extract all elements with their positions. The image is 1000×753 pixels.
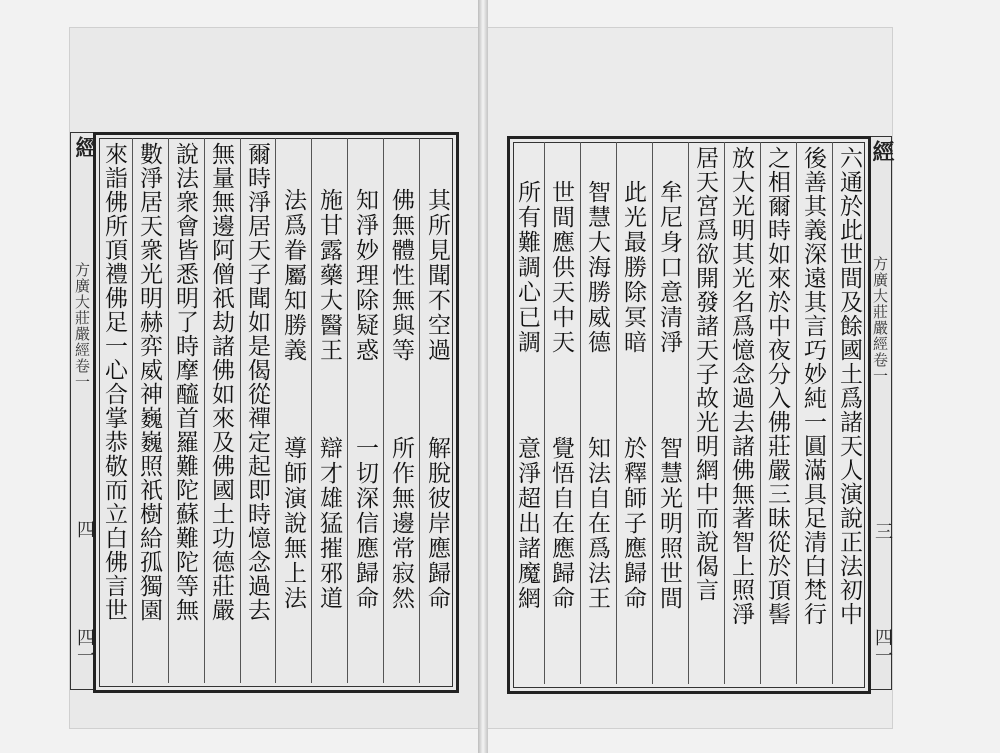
left-text-column-2: 其所見聞不空過	[424, 188, 450, 363]
right-margin-strip	[868, 136, 892, 690]
left-text-column-13: 說法衆會皆悉明了時摩醯首羅難陀蘇難陀等無	[172, 142, 198, 622]
right-leaf-number-a: 三	[872, 522, 893, 540]
left-margin-title: 經	[72, 136, 98, 158]
right-text-column-14: 意淨超出諸魔網	[514, 436, 540, 611]
right-text-column-10: 知法自在爲法王	[584, 436, 610, 611]
right-text-column-2: 後善其義深遠其言巧妙純一圓滿具足清白梵行	[800, 146, 826, 626]
left-text-column-5: 一切深信應歸命	[352, 436, 378, 611]
left-text-column-6: 知淨妙理除疑惑	[352, 188, 378, 363]
right-text-column-1: 六通於此世間及餘國土爲諸天人演說正法初中	[836, 146, 862, 626]
right-text-column-15: 所有難調心已調	[514, 180, 540, 355]
left-text-column-14: 數淨居天衆光明赫弈威神巍巍照祇樹給孤獨園	[136, 142, 162, 622]
left-text-column-3: 所作無邊常寂然	[388, 436, 414, 611]
left-text-column-1: 解脫彼岸應歸命	[424, 436, 450, 611]
right-text-column-9: 此光最勝除冥暗	[620, 180, 646, 355]
right-text-column-5: 居天宮爲欲開發諸天子故光明網中而說偈言	[692, 146, 718, 602]
left-text-column-4: 佛無體性無與等	[388, 188, 414, 363]
right-text-column-8: 於釋師子應歸命	[620, 436, 646, 611]
right-text-column-6: 智慧光明照世間	[656, 436, 682, 611]
left-margin-strip	[70, 132, 94, 690]
right-text-column-12: 覺悟自在應歸命	[548, 436, 574, 611]
right-text-column-4: 放大光明其光名爲憶念過去諸佛無著智上照淨	[728, 146, 754, 626]
right-text-column-13: 世間應供天中天	[548, 180, 574, 355]
right-text-column-11: 智慧大海勝威德	[584, 180, 610, 355]
right-margin-title: 經	[869, 140, 895, 162]
left-text-column-15: 來詣佛所頂禮佛足一心合掌恭敬而立白佛言世	[101, 142, 127, 622]
left-margin-subtitle: 方廣大莊嚴經卷一	[73, 262, 91, 390]
right-leaf-number-b: 四一	[872, 628, 893, 664]
left-leaf-number-a: 四	[74, 520, 95, 538]
right-margin-subtitle: 方廣大莊嚴經卷一	[871, 256, 889, 384]
left-text-column-7: 辯才雄猛摧邪道	[316, 436, 342, 611]
book-gutter	[478, 0, 488, 753]
left-text-column-11: 爾時淨居天子聞如是偈從禪定起即時憶念過去	[244, 142, 270, 622]
left-text-column-8: 施甘露藥大醫王	[316, 188, 342, 363]
left-leaf-number-b: 四一	[74, 628, 95, 664]
left-text-column-10: 法爲眷屬知勝義	[280, 188, 306, 363]
left-text-column-9: 導師演說無上法	[280, 436, 306, 611]
right-text-column-7: 牟尼身口意清淨	[656, 180, 682, 355]
left-text-column-12: 無量無邊阿僧祇劫諸佛如來及佛國土功德莊嚴	[208, 142, 234, 622]
right-text-column-3: 之相爾時如來於中夜分入佛莊嚴三昧從於頂髻	[764, 146, 790, 626]
